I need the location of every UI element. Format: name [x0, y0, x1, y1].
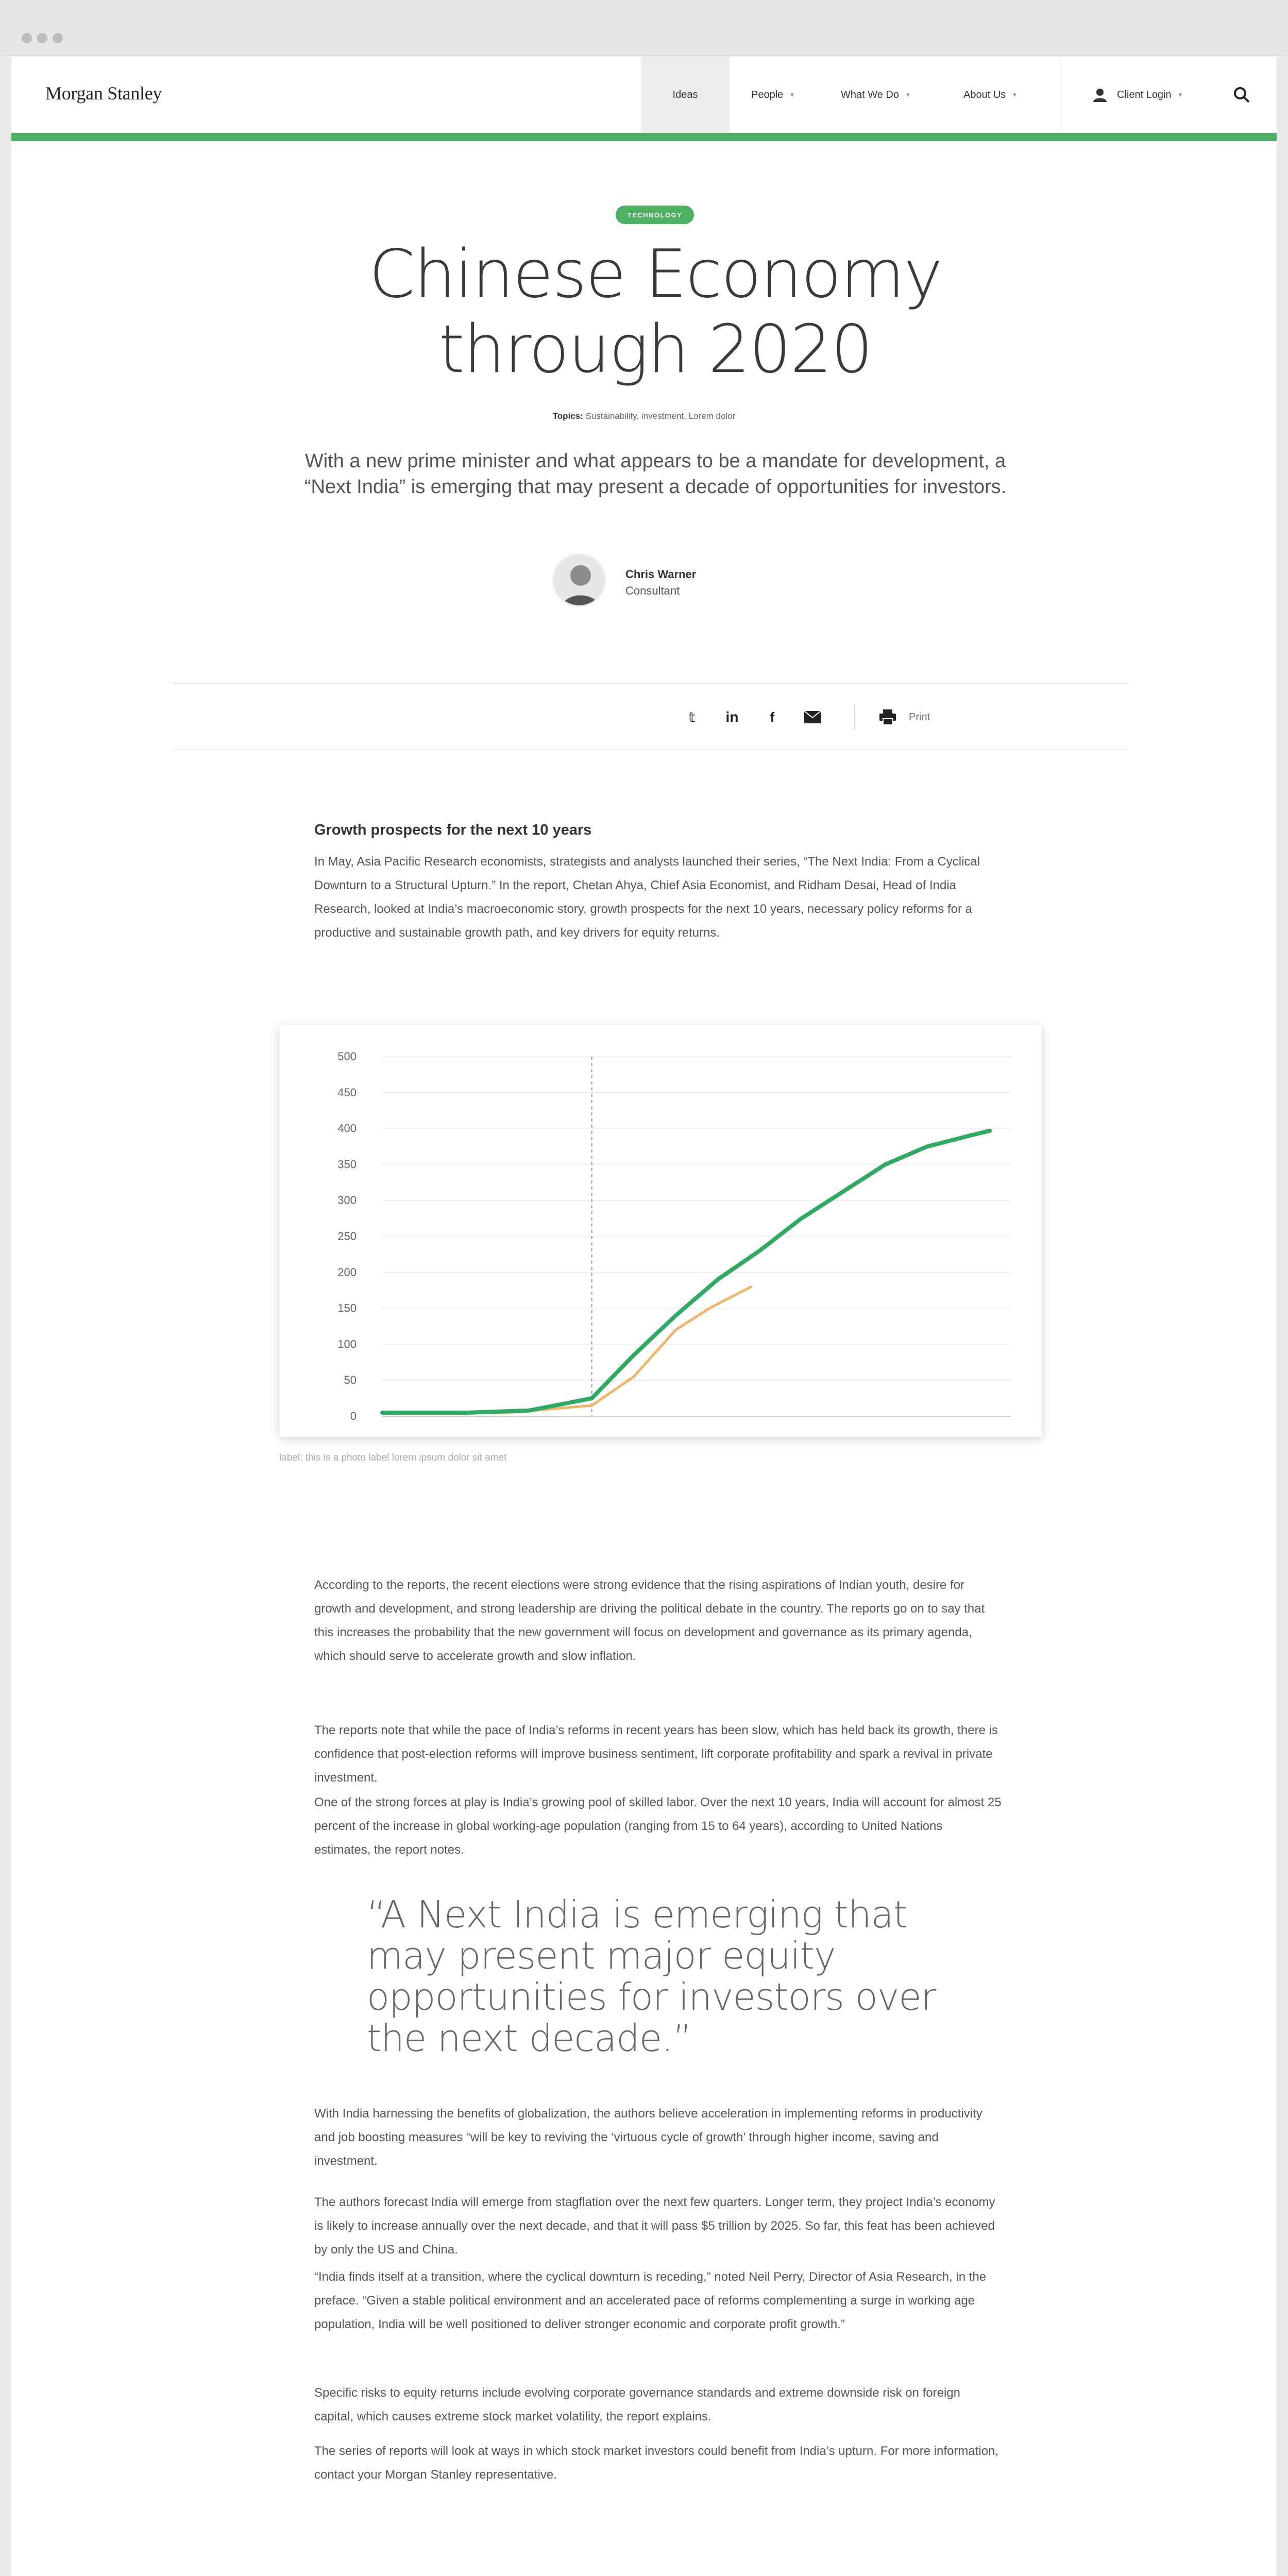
nav-label: Ideas	[672, 89, 698, 100]
accent-bar	[11, 133, 1277, 141]
nav-people[interactable]	[751, 57, 794, 133]
print-icon[interactable]	[878, 707, 897, 727]
nav-what-we-do[interactable]	[841, 57, 910, 133]
print-label[interactable]: Print	[909, 711, 930, 723]
browser-chrome	[0, 0, 1288, 56]
window-dot[interactable]	[22, 33, 32, 43]
twitter-icon[interactable]: 𝕥	[688, 709, 696, 725]
author-name[interactable]: Chris Warner	[625, 568, 697, 581]
person-photo	[554, 555, 606, 607]
page	[11, 57, 1277, 2576]
share-bar	[172, 683, 1128, 750]
window-dot[interactable]	[37, 33, 47, 43]
paragraph: According to the reports, the recent elections were strong evidence that the rising aspirations of Indian youth, desire for growth and development, and strong leadership are driving the political debate in the country. The reports go on to say that this increases the probability that the new government will focus on development and governance as its primary agenda, which should serve to accelerate growth and slow inflation.	[314, 1578, 985, 1663]
window-dot[interactable]	[53, 33, 63, 43]
paragraph: The authors forecast India will emerge from stagflation over the next few quarters. Longer term, they project India’s economy is likely to increase annually over the next decade, and that it will pass $5 trillion by 2025. So far, this feat has been achieved by only the US and China.	[314, 2195, 995, 2257]
article-deck: With a new prime minister and what appears to be a mandate for development, a “Next India” is emerging that may present a decade of opportunities for investors.	[304, 450, 1007, 498]
paragraph: Specific risks to equity returns include evolving corporate governance standards and extreme downside risk on foreign capital, which causes extreme stock market volatility, the report explains.	[314, 2386, 960, 2424]
y-tick-label: 150	[337, 1301, 357, 1315]
paragraph: One of the strong forces at play is India’s growing pool of skilled labor. Over the next 10 years, India will account for almost 25 percent of the increase in global working-age population (ranging from 15 to 64 years), according to United Nations estimates, the report notes.	[314, 1795, 1002, 1857]
user-icon	[1092, 87, 1108, 103]
chart-caption: label: this is a photo label lorem ipsum dolor sit amet	[279, 1452, 507, 1463]
paragraph: “India finds itself at a transition, where the cyclical downturn is receding,” noted Neil Perry, Director of Asia Research, in the preface. “Given a stable political environment and an accelerated pace of reforms complementing a surge in working age population, India will be well positioned to deliver stronger economic and corporate profit growth.”	[314, 2270, 987, 2331]
y-tick-label: 450	[337, 1086, 357, 1099]
series-line	[382, 1131, 990, 1413]
site-header	[11, 57, 1277, 133]
y-tick-label: 0	[350, 1410, 357, 1422]
nav-ideas[interactable]	[641, 57, 730, 133]
facebook-icon[interactable]: f	[770, 709, 775, 725]
paragraph: In May, Asia Pacific Research economists, strategists and analysts launched their series, “The Next India: From a Cyclical Downturn to a Structural Upturn.” In the report, Chetan Ahya, Chief Asia Economist, and Ridham Desai, Head of India Research, looked at India’s macroeconomic story, growth prospects for the next 10 years, necessary policy reforms for a productive and sustainable growth path, and key drivers for equity returns.	[314, 855, 980, 940]
y-tick-label: 500	[337, 1050, 357, 1063]
nav-label: People	[751, 89, 784, 100]
avatar	[552, 553, 606, 607]
y-tick-label: 200	[337, 1265, 357, 1279]
section-heading: Growth prospects for the next 10 years	[314, 822, 592, 838]
nav-label: About Us	[963, 89, 1006, 100]
topics	[11, 411, 1277, 421]
client-login-label: Client Login	[1117, 89, 1172, 100]
y-tick-label: 400	[337, 1122, 357, 1135]
topics-value[interactable]: Sustainability, investment, Lorem dolor	[585, 411, 736, 421]
author-block	[552, 553, 769, 610]
paragraph: The reports note that while the pace of India’s reforms in recent years has been slow, which has held back its growth, there is confidence that post-election reforms will improve business sentiment, lift corporate profitability and spark a revival in private investment.	[314, 1723, 998, 1785]
chevron-down-icon: ▾	[790, 91, 794, 98]
series-line	[382, 1287, 751, 1413]
title-line: Chinese Economy	[369, 236, 942, 313]
y-tick-label: 50	[344, 1374, 357, 1387]
article-title	[192, 237, 1119, 387]
y-tick-label: 250	[337, 1230, 357, 1243]
category-badge[interactable]: TECHNOLOGY	[616, 206, 694, 224]
client-login[interactable]	[1092, 57, 1182, 133]
nav-label: What We Do	[841, 89, 899, 100]
share-divider	[854, 704, 855, 730]
chart-svg	[279, 1025, 1042, 1437]
linkedin-icon[interactable]: in	[725, 709, 739, 725]
y-tick-label: 100	[337, 1337, 357, 1351]
y-tick-label: 350	[337, 1158, 357, 1171]
chevron-down-icon: ▾	[906, 91, 910, 98]
paragraph: The series of reports will look at ways in which stock market investors could benefit from India’s upturn. For more information, contact your Morgan Stanley representative.	[314, 2444, 999, 2482]
search-icon	[1233, 87, 1250, 103]
author-role: Consultant	[625, 584, 680, 597]
paragraph: With India harnessing the benefits of globalization, the authors believe acceleration in implementing reforms in productivity and job boosting measures “will be key to reviving the ‘virtuous cycle of growth’ through higher income, saving and investment.	[314, 2107, 982, 2168]
search-button[interactable]	[1233, 57, 1250, 133]
pull-quote: “A Next India is emerging that may present major equity opportunities for investors over the next decade.”	[367, 1893, 936, 2060]
nav-about-us[interactable]	[963, 57, 1016, 133]
chevron-down-icon: ▾	[1178, 91, 1182, 98]
logo[interactable]: Morgan Stanley	[45, 83, 162, 104]
title-line: through 2020	[438, 311, 872, 388]
growth-chart	[279, 1025, 1042, 1437]
chevron-down-icon: ▾	[1013, 91, 1016, 98]
topics-label: Topics:	[552, 411, 583, 421]
y-tick-label: 300	[337, 1194, 357, 1207]
email-icon[interactable]	[803, 707, 822, 727]
